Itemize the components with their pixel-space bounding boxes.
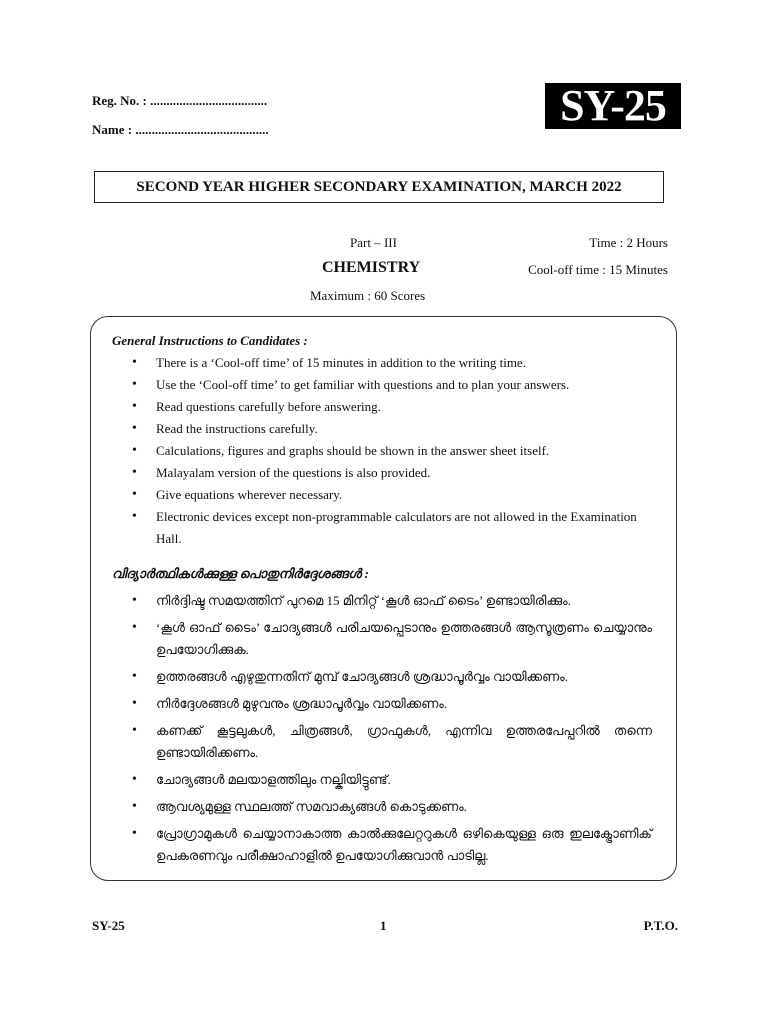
instruction-item: • Read the instructions carefully. xyxy=(132,418,652,440)
part-label: Part – III xyxy=(350,235,397,250)
pto-label: P.T.O. xyxy=(643,918,678,933)
general-instructions-title: General Instructions to Candidates : xyxy=(112,333,308,348)
malayalam-instruction-item: • നിർദ്ദിഷ്ട സമയത്തിന് പുറമെ 15 മിനിറ്റ് ‘കൂൾ ഓഫ് ടൈം’ ഉണ്ടായിരിക്കും. xyxy=(132,590,652,612)
malayalam-instruction-item: • ഉത്തരങ്ങൾ എഴുതുന്നതിന് മുമ്പ് ചോദ്യങ്ങൾ ശ്രദ്ധാപൂർവ്വം വായിക്കണം. xyxy=(132,666,652,688)
instruction-item: • Electronic devices except non-programmable calculators are not allowed in the Examination Hall. xyxy=(132,506,652,550)
instruction-item: • Read questions carefully before answering. xyxy=(132,396,652,418)
general-instructions-list xyxy=(132,352,652,550)
exam-title: SECOND YEAR HIGHER SECONDARY EXAMINATION, MARCH 2022 xyxy=(94,171,664,203)
reg-no-field: Reg. No. : .................................... xyxy=(92,93,268,108)
instruction-item: • Give equations wherever necessary. xyxy=(132,484,652,506)
page-number: 1 xyxy=(380,918,387,933)
footer-paper-code: SY-25 xyxy=(92,918,125,933)
instruction-item: • Calculations, figures and graphs should be shown in the answer sheet itself. xyxy=(132,440,652,462)
name-field: Name : ......................................... xyxy=(92,122,269,137)
cool-off-time-label: Cool-off time : 15 Minutes xyxy=(528,262,668,277)
malayalam-instruction-item: • ‘കൂൾ ഓഫ് ടൈം’ ചോദ്യങ്ങൾ പരിചയപ്പെടാനും ഉത്തരങ്ങൾ ആസൂത്രണം ചെയ്യാനും ഉപയോഗിക്കുക. xyxy=(132,617,652,661)
malayalam-instruction-item: • ആവശ്യമുള്ള സ്ഥലത്ത് സമവാക്യങ്ങൾ കൊടുക്കണം. xyxy=(132,796,652,818)
malayalam-instruction-item: • നിർദ്ദേശങ്ങൾ മുഴുവനും ശ്രദ്ധാപൂർവ്വം വായിക്കണം. xyxy=(132,693,652,715)
malayalam-instructions-list xyxy=(132,590,652,872)
malayalam-instruction-item: • ചോദ്യങ്ങൾ മലയാളത്തിലും നല്കിയിട്ടുണ്ട്. xyxy=(132,769,652,791)
time-label: Time : 2 Hours xyxy=(589,235,668,250)
instruction-item: • Use the ‘Cool-off time’ to get familiar with questions and to plan your answers. xyxy=(132,374,652,396)
malayalam-instructions-title: വിദ്യാർത്ഥികൾക്കുള്ള പൊതുനിർദ്ദേശങ്ങൾ : xyxy=(112,566,369,581)
subject-title: CHEMISTRY xyxy=(322,259,421,276)
instruction-item: • Malayalam version of the questions is also provided. xyxy=(132,462,652,484)
instruction-item: • There is a ‘Cool-off time’ of 15 minutes in addition to the writing time. xyxy=(132,352,652,374)
malayalam-instruction-item: • കണക്ക് കൂട്ടലുകൾ, ചിത്രങ്ങൾ, ഗ്രാഫുകൾ, എന്നിവ ഉത്തരപേപ്പറിൽ തന്നെ ഉണ്ടായിരിക്കണം. xyxy=(132,720,652,764)
paper-code-badge: SY-25 xyxy=(545,83,681,129)
maximum-scores-label: Maximum : 60 Scores xyxy=(310,288,426,303)
malayalam-instruction-item: • പ്രോഗ്രാമുകൾ ചെയ്യാനാകാത്ത കാൽക്കുലേറ്ററുകൾ ഒഴികെയുള്ള ഒരു ഇലക്ട്രോണിക് ഉപകരണവും പരീക്ഷാഹാളിൽ ഉപയോഗിക്കുവാൻ പാടില്ല. xyxy=(132,823,652,867)
